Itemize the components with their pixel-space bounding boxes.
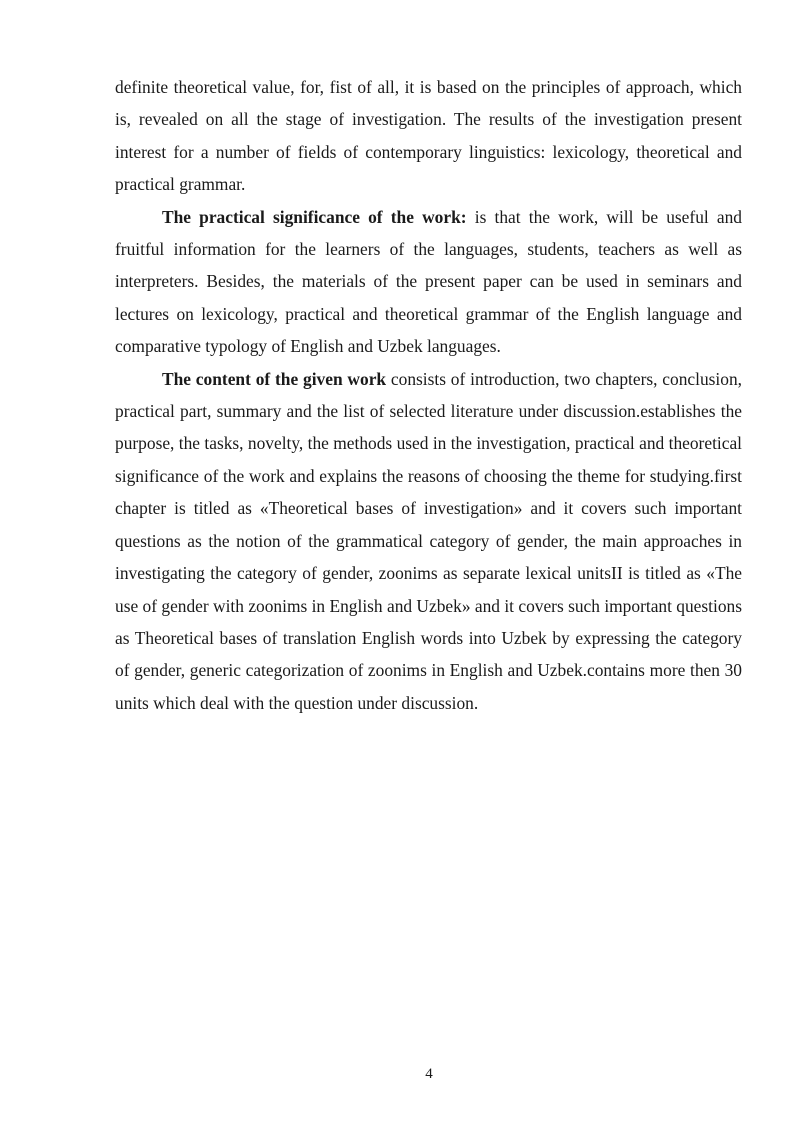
page-number: 4 [425,1066,433,1082]
paragraph-significance-continued [115,71,742,201]
paragraph-content-of-work [115,363,742,719]
paragraph-text: consists of introduction, two chapters, conclusion, practical part, summary and the list of selected literature under discussion.establishes the purpose, the tasks, novelty, the methods used in the investigation, practical and theoretical significance of the work and explains the reasons of choosing the theme for studying.first chapter is titled as «Theoretical bases of investigation» and it covers such important questions as the notion of the grammatical category of gender, the main approaches in investigating the category of gender, zoonims as separate lexical unitsII is titled as «The use of gender with zoonims in English and Uzbek» and it covers such important questions as Theoretical bases of translation English words into Uzbek by expressing the category of gender, generic categorization of zoonims in English and Uzbek.contains more then 30 units which deal with the question under discussion. [115,368,743,713]
body-text [115,71,742,719]
paragraph-heading: The practical significance of the work: [162,206,467,227]
paragraph-text: is that the work, will be useful and fruitful information for the learners of the languages, students, teachers as well as interpreters. Besides, the materials of the present paper can be used in seminars and lectures on lexicology, practical and theoretical grammar of the English language and comparative typology of English and Uzbek languages. [115,206,742,357]
paragraph-practical-significance [115,201,742,363]
paragraph-heading: The content of the given work [162,368,387,389]
paragraph-text: definite theoretical value, for, fist of all, it is based on the principles of approach, which is, revealed on all the stage of investigation. The results of the investigation present interest for a number of fields of contemporary linguistics: lexicology, theoretical and practical grammar. [115,77,742,195]
